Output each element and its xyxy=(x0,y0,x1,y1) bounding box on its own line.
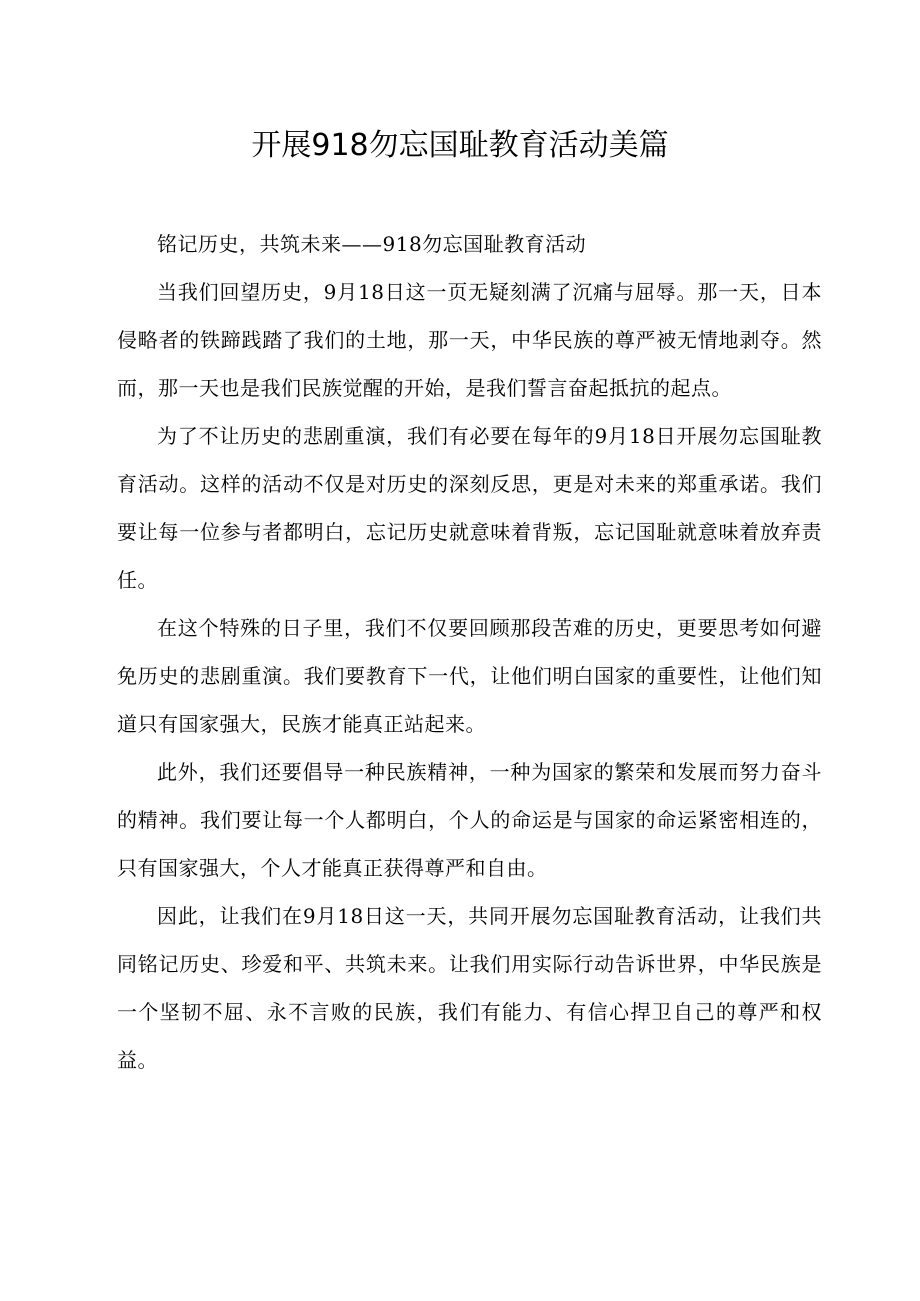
paragraph-1: 当我们回望历史，9月18日这一页无疑刻满了沉痛与屈辱。那一天，日本侵略者的铁蹄践踏了我们的土地，那一天，中华民族的尊严被无情地剥夺。然而，那一天也是我们民族觉醒的开始，是我们誓言奋起抵抗的起点。 xyxy=(117,280,822,400)
paragraph-subtitle: 铭记历史，共筑未来——918勿忘国耻教育活动 xyxy=(157,232,587,256)
paragraph-4: 此外，我们还要倡导一种民族精神，一种为国家的繁荣和发展而努力奋斗的精神。我们要让每一个人都明白，个人的命运是与国家的命运紧密相连的，只有国家强大，个人才能真正获得尊严和自由。 xyxy=(117,760,822,880)
document-title: 开展918勿忘国耻教育活动美篇 xyxy=(251,128,669,163)
paragraph-2: 为了不让历史的悲剧重演，我们有必要在每年的9月18日开展勿忘国耻教育活动。这样的活动不仅是对历史的深刻反思，更是对未来的郑重承诺。我们要让每一位参与者都明白，忘记历史就意味着背叛，忘记国耻就意味着放弃责任。 xyxy=(117,424,822,592)
document-body xyxy=(117,220,822,1084)
paragraph-3: 在这个特殊的日子里，我们不仅要回顾那段苦难的历史，更要思考如何避免历史的悲剧重演。我们要教育下一代，让他们明白国家的重要性，让他们知道只有国家强大，民族才能真正站起来。 xyxy=(117,616,822,736)
paragraph-5: 因此，让我们在9月18日这一天，共同开展勿忘国耻教育活动，让我们共同铭记历史、珍爱和平、共筑未来。让我们用实际行动告诉世界，中华民族是一个坚韧不屈、永不言败的民族，我们有能力、有信心捍卫自己的尊严和权益。 xyxy=(117,904,822,1072)
